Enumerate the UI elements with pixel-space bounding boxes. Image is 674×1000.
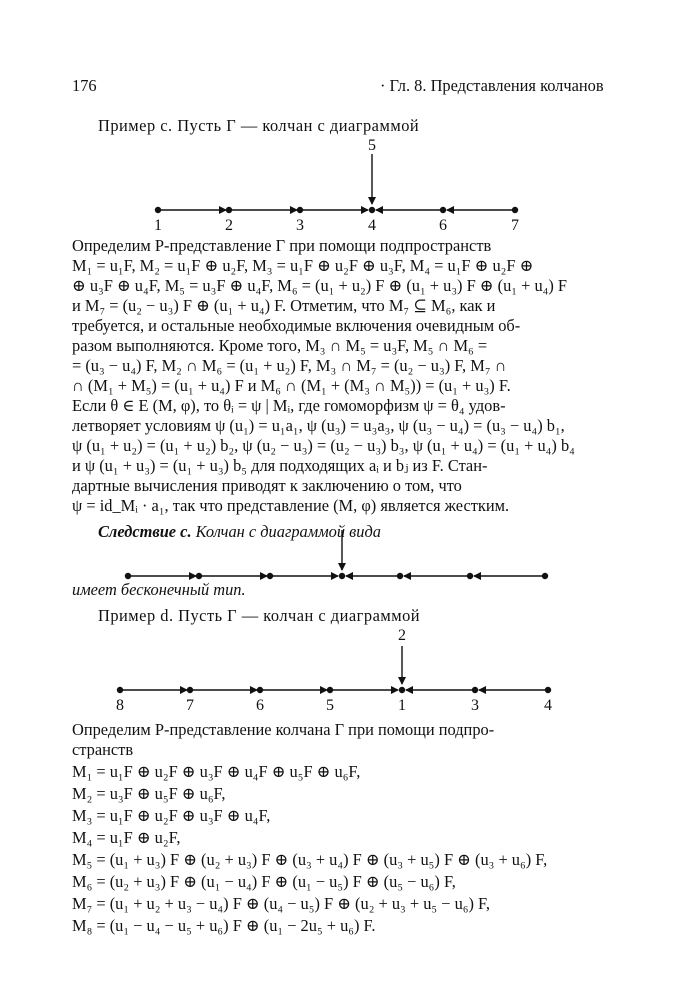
text-line: и ψ (u₁ + u₃) = (u₁ + u₃) b₅ для подходящих aᵢ и bⱼ из F. Стан-	[72, 456, 488, 475]
formula-line: M₅ = (u₁ + u₃) F ⊕ (u₂ + u₃) F ⊕ (u₃ + u₄) F ⊕ (u₃ + u₅) F ⊕ (u₃ + u₆) F,	[72, 850, 548, 869]
text-line: летворяет условиям ψ (u₁) = u₁a₁, ψ (u₃) = u₃a₃, ψ (u₃ − u₄) = (u₃ − u₄) b₁,	[72, 416, 565, 435]
label-1: 1	[398, 697, 406, 714]
text-line: ⊕ u₃F ⊕ u₄F, M₅ = u₃F ⊕ u₄F, M₆ = (u₁ + u₂) F ⊕ (u₁ + u₃) F ⊕ (u₁ + u₄) F	[72, 276, 568, 295]
text-line: разом выполняются. Кроме того, M₃ ∩ M₅ = u₃F, M₅ ∩ M₆ =	[72, 336, 488, 355]
label-5: 5	[326, 697, 334, 714]
formula-line: M₃ = u₁F ⊕ u₂F ⊕ u₃F ⊕ u₄F,	[72, 806, 271, 825]
vertex	[125, 573, 131, 579]
vertex	[397, 573, 403, 579]
text-line: странств	[72, 740, 134, 759]
formula-line: M₂ = u₃F ⊕ u₅F ⊕ u₆F,	[72, 784, 226, 803]
text-line: = (u₃ − u₄) F, M₂ ∩ M₆ = (u₁ + u₂) F, M₃ ∩ M₇ = (u₂ − u₃) F, M₇ ∩	[72, 356, 507, 375]
vertex-1	[155, 207, 161, 213]
example-c-heading: Пример c. Пусть Γ — колчан с диаграммой	[98, 116, 420, 135]
label-4: 4	[368, 217, 376, 234]
text-line: дартные вычисления приводят к заключению о том, что	[72, 476, 462, 495]
formula-line: M₄ = u₁F ⊕ u₂F,	[72, 828, 181, 847]
vertex	[267, 573, 273, 579]
vertex-2	[226, 207, 232, 213]
label-1: 1	[154, 217, 162, 234]
running-title: · Гл. 8. Представления колчанов	[380, 76, 604, 95]
quiver-diagram-c	[0, 132, 674, 234]
text-line: и M₇ = (u₂ − u₃) F ⊕ (u₁ + u₄) F. Отметим, что M₇ ⊆ M₆, как и	[72, 296, 496, 315]
label-6: 6	[439, 217, 447, 234]
corollary-label: Следствие c.	[98, 522, 192, 541]
vertex	[542, 573, 548, 579]
vertex	[467, 573, 473, 579]
vertex-1	[399, 687, 405, 693]
text-line: ψ = id_Mᵢ · a₁, так что представление (M, φ) является жестким.	[72, 496, 510, 515]
label-7: 7	[186, 697, 194, 714]
label-top: 5	[368, 137, 376, 154]
vertex-4	[369, 207, 375, 213]
quiver-diagram-d	[0, 622, 674, 712]
label-6: 6	[256, 697, 264, 714]
label-8: 8	[116, 697, 124, 714]
text-line: требуется, и остальные необходимые включения очевидным об-	[72, 316, 521, 335]
vertex-7	[187, 687, 193, 693]
example-d-heading: Пример d. Пусть Γ — колчан с диаграммой	[98, 606, 421, 625]
vertex	[339, 573, 345, 579]
vertex-4	[545, 687, 551, 693]
vertex-7	[512, 207, 518, 213]
text-line: ∩ (M₁ + M₅) = (u₁ + u₄) F и M₆ ∩ (M₁ + (M₃ ∩ M₅)) = (u₁ + u₃) F.	[72, 376, 511, 395]
text-line: Определим P-представление Γ при помощи подпространств	[72, 236, 492, 255]
label-7: 7	[511, 217, 519, 234]
vertex-6	[257, 687, 263, 693]
text-line: Определим P-представление колчана Γ при помощи подпро-	[72, 720, 495, 739]
page-number: 176	[72, 76, 97, 95]
label-4: 4	[544, 697, 552, 714]
text-line: ψ (u₁ + u₂) = (u₁ + u₂) b₂, ψ (u₂ − u₃) = (u₂ − u₃) b₃, ψ (u₁ + u₄) = (u₁ + u₄) b₄	[72, 436, 575, 455]
formula-line: M₆ = (u₂ + u₃) F ⊕ (u₁ − u₄) F ⊕ (u₁ − u₅) F ⊕ (u₅ − u₆) F,	[72, 872, 456, 891]
label-3: 3	[296, 217, 304, 234]
corollary-after-text: имеет бесконечный тип.	[72, 580, 246, 599]
vertex-5	[327, 687, 333, 693]
label-2: 2	[225, 217, 233, 234]
label-3: 3	[471, 697, 479, 714]
vertex-3	[297, 207, 303, 213]
vertex	[196, 573, 202, 579]
text-line: M₁ = u₁F, M₂ = u₁F ⊕ u₂F, M₃ = u₁F ⊕ u₂F ⊕ u₃F, M₄ = u₁F ⊕ u₂F ⊕	[72, 256, 534, 275]
formula-line: M₈ = (u₁ − u₄ − u₅ + u₆) F ⊕ (u₁ − 2u₅ + u₆) F.	[72, 916, 376, 935]
formula-line: M₁ = u₁F ⊕ u₂F ⊕ u₃F ⊕ u₄F ⊕ u₅F ⊕ u₆F,	[72, 762, 361, 781]
vertex-6	[440, 207, 446, 213]
vertex-8	[117, 687, 123, 693]
text-line: Если θ ∈ E (M, φ), то θᵢ = ψ | Mᵢ, где гомоморфизм ψ = θ₄ удов-	[72, 396, 506, 415]
corollary-text: Колчан с диаграммой вида	[195, 522, 381, 541]
formula-line: M₇ = (u₁ + u₂ + u₃ − u₄) F ⊕ (u₄ − u₅) F ⊕ (u₂ + u₃ + u₅ − u₆) F,	[72, 894, 490, 913]
vertex-3	[472, 687, 478, 693]
quiver-diagram-corollary	[0, 516, 674, 586]
label-top: 2	[398, 627, 406, 644]
